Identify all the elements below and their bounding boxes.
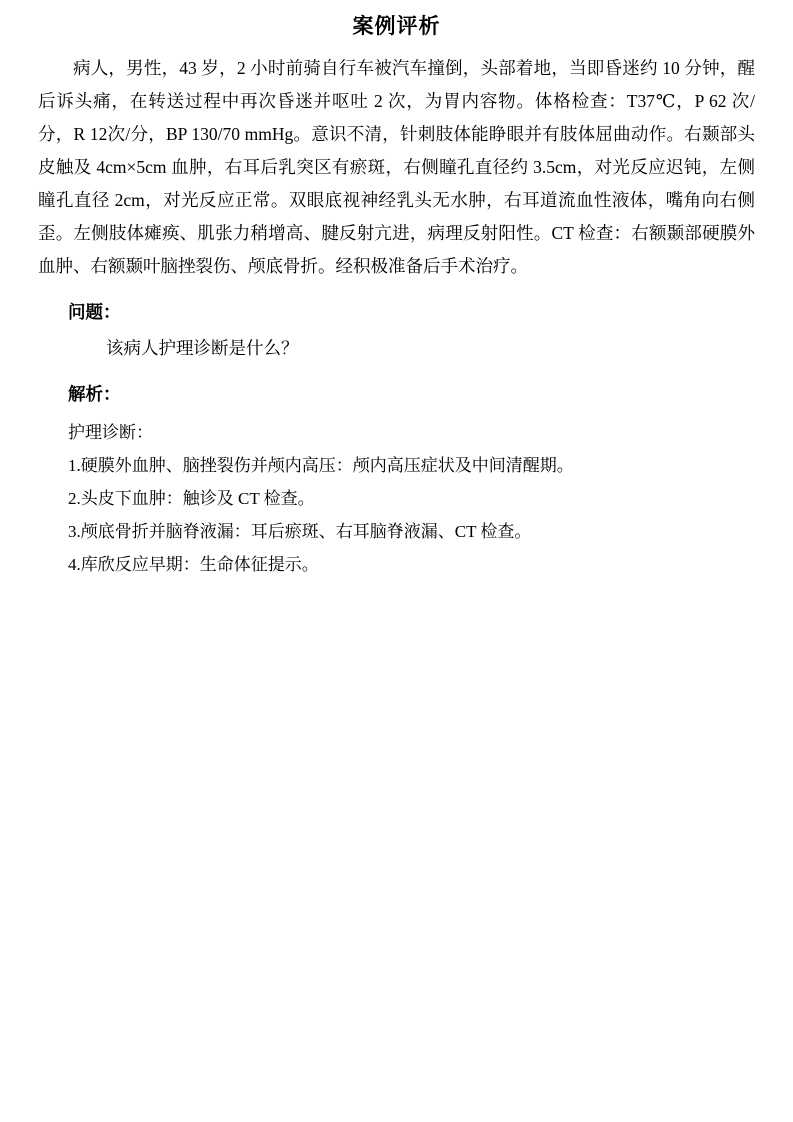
question-heading: 问题： xyxy=(68,303,121,323)
analysis-heading: 解析： xyxy=(68,385,121,405)
analysis-item: 2.头皮下血肿：触诊及 CT 检查。 xyxy=(68,489,315,508)
page-title: 案例评析 xyxy=(352,14,441,38)
analysis-item: 1.硬膜外血肿、脑挫裂伤并颅内高压：颅内高压症状及中间清醒期。 xyxy=(68,456,574,475)
question-text: 该病人护理诊断是什么？ xyxy=(106,338,299,358)
case-description-text: 病人，男性，43 岁，2 小时前骑自行车被汽车撞倒，头部着地，当即昏迷约 10 分钟，醒后诉头痛，在转送过程中再次昏迷并呕吐 2 次，为胃内容物。体格检查：T37℃，P 62 次/分，R 12次/分，BP 130/70 mmHg。意识不清，针刺肢体能睁眼并有肢体屈曲动作。右颞部头皮触及 4cm×5cm 血肿，右耳后乳突区有瘀斑，右侧瞳孔直径约 3.5cm，对光反应迟钝，左侧瞳孔直径 2cm，对光反应正常。双眼底视神经乳头无水肿，右耳道流血性液体，嘴角向右侧歪。左侧肢体瘫痪、肌张力稍增高、腱反射亢进，病理反射阳性。CT 检查：右额颞部硬膜外血肿、右额颞叶脑挫裂伤、颅底骨折。经积极准备后手术治疗。 xyxy=(38,58,755,276)
analysis-lead-text: 护理诊断： xyxy=(68,423,153,442)
analysis-item: 4.库欣反应早期：生命体征提示。 xyxy=(68,555,319,574)
analysis-block xyxy=(30,416,763,581)
analysis-item: 3.颅底骨折并脑脊液漏：耳后瘀斑、右耳脑脊液漏、CT 检查。 xyxy=(68,522,532,541)
